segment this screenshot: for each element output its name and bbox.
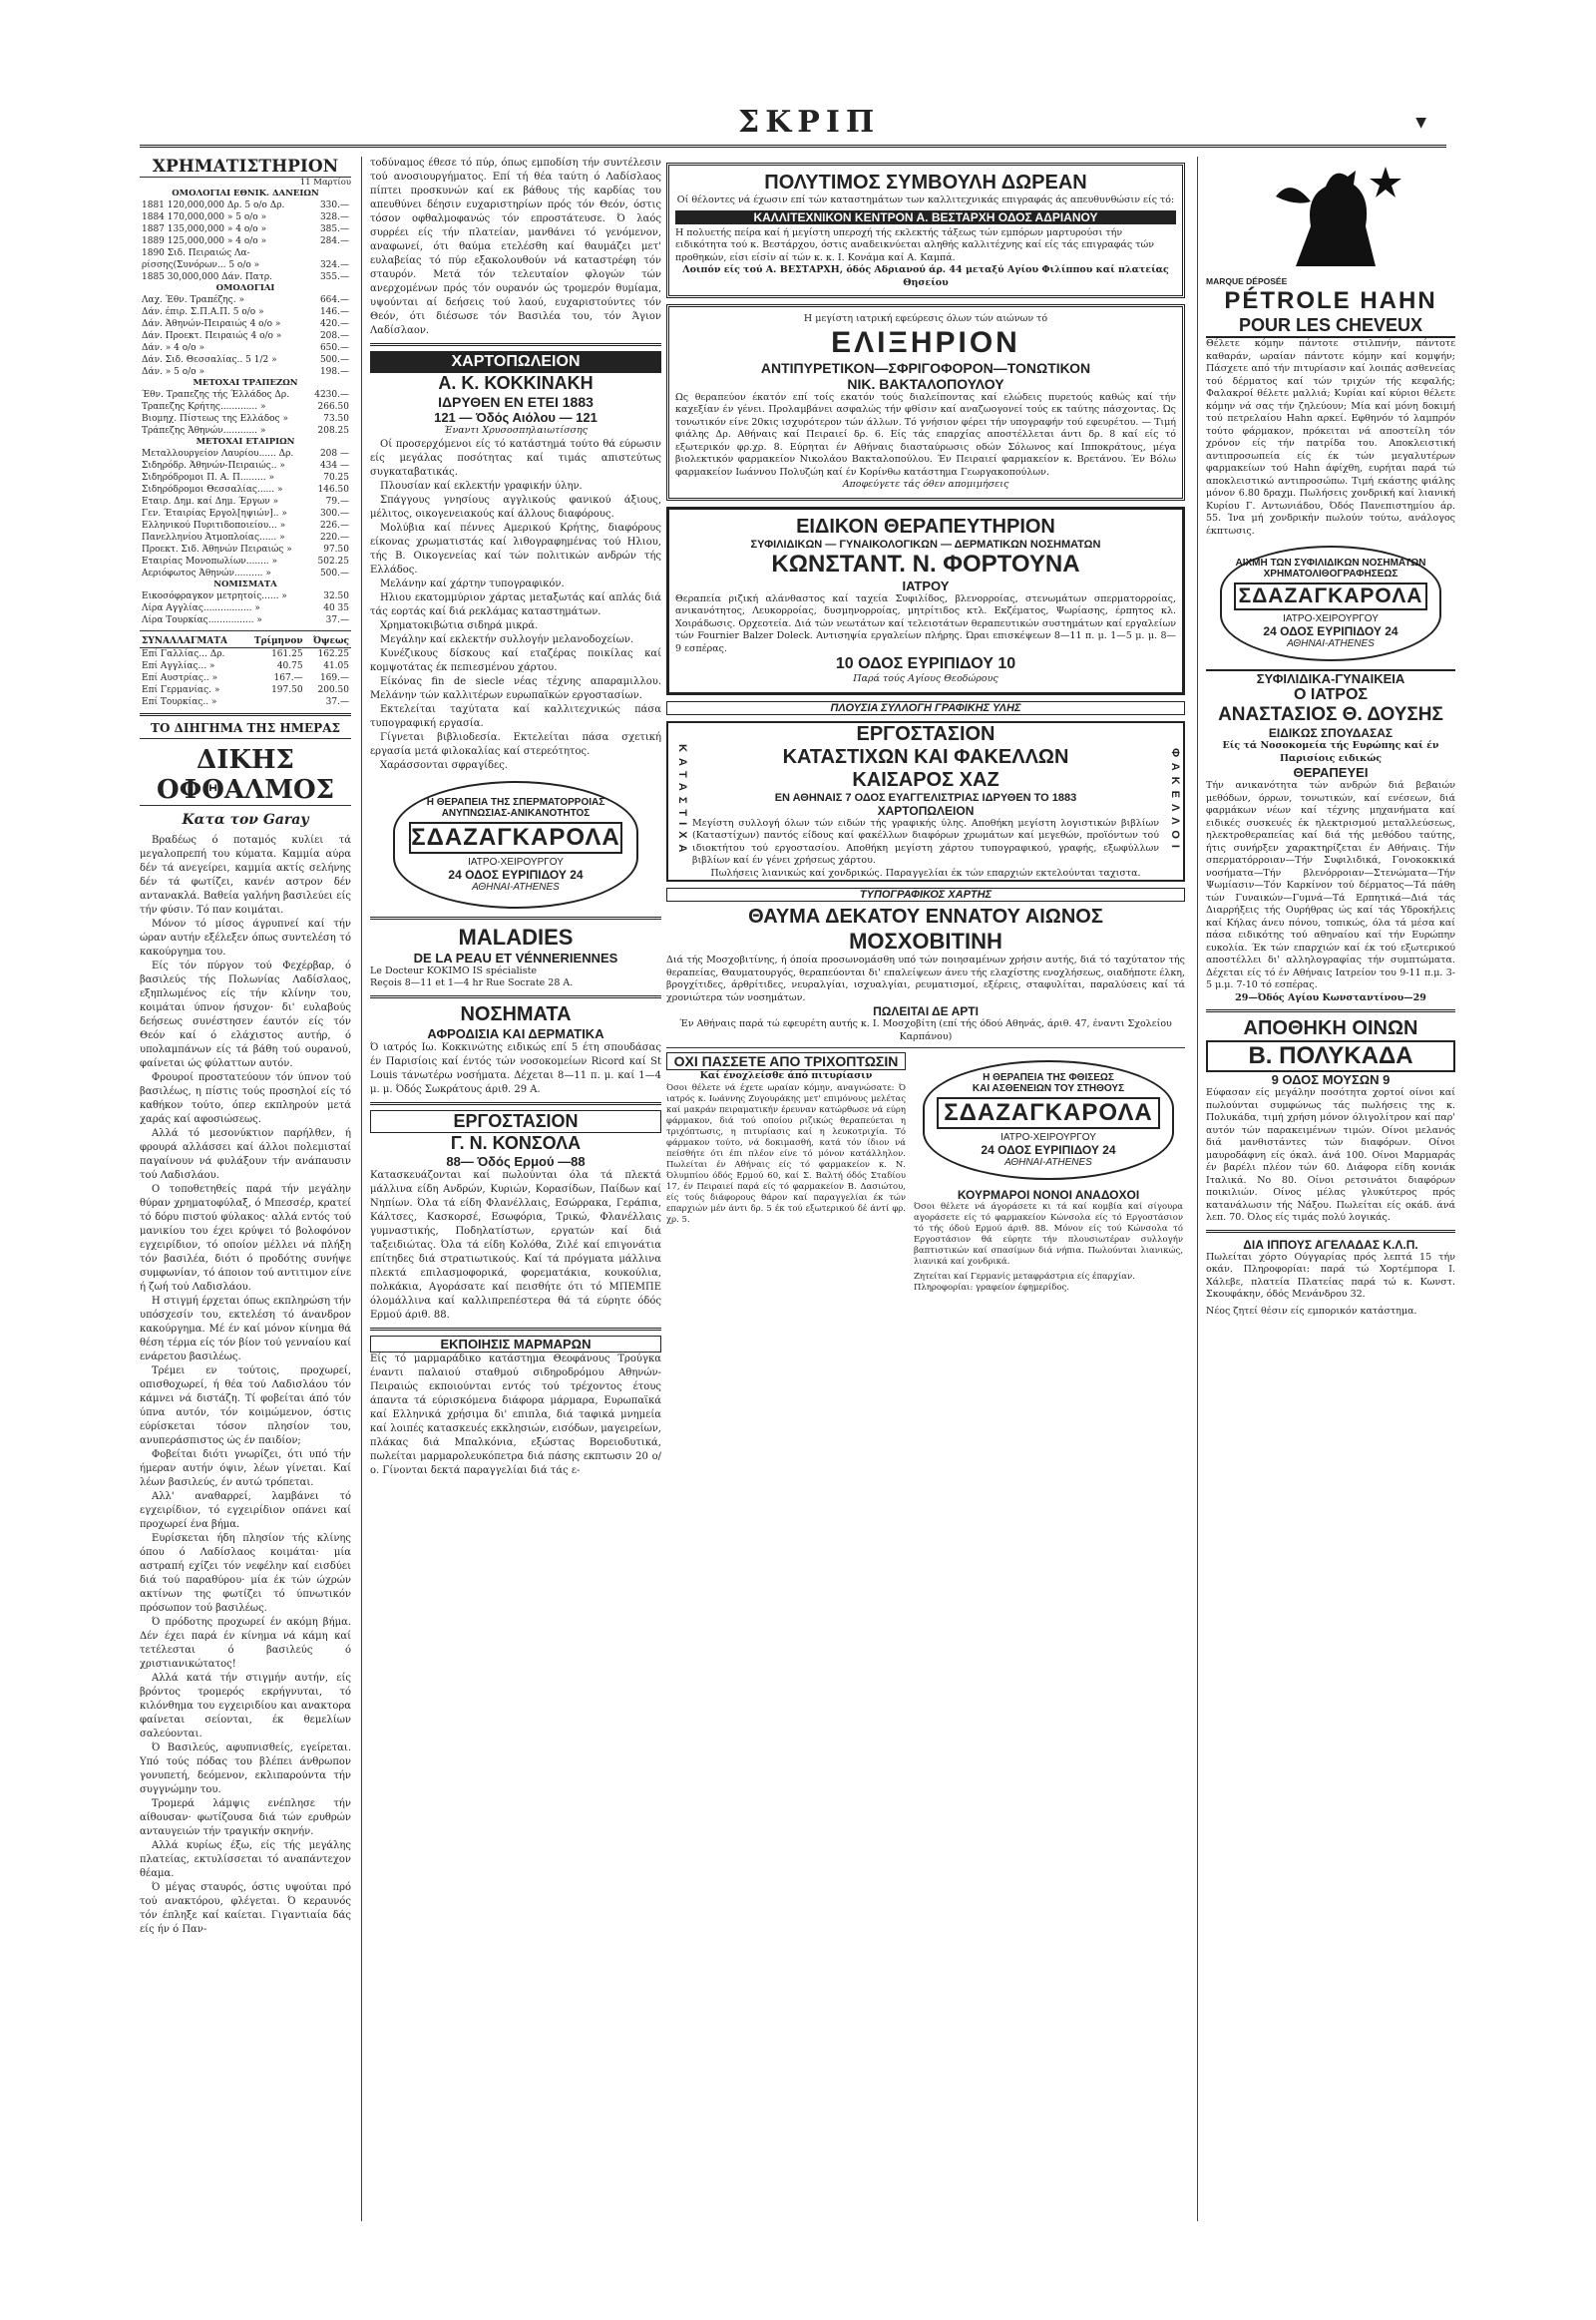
kourmaroi-title: ΚΟΥΡΜΑΡΟΙ ΝΟΝΟΙ ΑΝΑΔΟΧΟΙ — [957, 1188, 1140, 1202]
bond-row-cell: 664.— — [319, 295, 349, 305]
lower-ads-row — [666, 1052, 1185, 1294]
currency-row-cell: 40 35 — [323, 603, 349, 613]
loan-row — [140, 223, 351, 235]
nosimata-title: ΝΟΣΗΜΑΤΑ — [460, 1002, 572, 1025]
dousis-role: Ο ΙΑΤΡΟΣ — [1293, 686, 1369, 703]
moschovitini-title: ΘΑΥΜΑ ΔΕΚΑΤΟΥ ΕΝΝΑΤΟΥ ΑΙΩΝΟΣ — [748, 906, 1103, 928]
bond-row-cell: Δάν. » 5 ο/ο » — [142, 367, 204, 377]
trichoptosis-ad — [666, 1052, 906, 1294]
company-row-cell: Αεριόφωτος Άθηνών.......... » — [142, 569, 271, 579]
story-paragraph: Φρουροί προστατεύουν τόν ύπνον τού βασιλέως, η πίστις τούς προσηλοί είς τό καθήκον τούτο, όπερ εκπληρούν μετά χαράς καί αφοσιώσεως. — [140, 1072, 351, 1125]
bonds-title: ΟΜΟΛΟΓΙΑΙ — [215, 283, 275, 293]
company-row-cell: Σιδηρόδρομοι Π. Α. Π......... » — [142, 473, 274, 483]
loan-row-cell: ρίσσης(Συνόρων... 5 ο/ο » — [142, 260, 260, 270]
stamp-sub: ΙΑΤΡΟ-ΧΕΙΡΟΥΡΓΟΥ — [468, 856, 564, 868]
elixirion-footer: Αποφεύγετε τάς όθεν απομιμήσεις — [842, 479, 1009, 490]
currency-row-cell: Λίρα Αγγλίας................. » — [142, 603, 260, 613]
wine-text: Εύφασαν είς μεγάλην ποσότητα χορτοί οίνοι καί πωλούνται συμφώνως τάς πωλήσεις της κ. Πολυκάδα, τιμή χρήση μόνον όλιγολίτρον καί παρ' αυτόν τών παρακειμένων τιμών. Οίνοι μελανός διά μανθιστάντες τών διαφόρων. Οίνοι μαυροδάφνη είς όκαλ. άνά 100. Οίνοι Μαρμαράς έν βαρέλι πλέον τών 60. Διάφορα είδη κονιάκ Ιταλικά. Νο 80. Οίνοι ρετσινάτοι διαφόρων ποικιλιών. Οίνος μέλας γλυκύτερος πρός κατανάλωσιν τής Νάξου. Πωλείται είς οκάδ. άνά λεπ. 70. Όλος είς τιμάς πολύ λογικάς. — [1206, 1087, 1455, 1223]
bank-row-cell: 4230.— — [314, 390, 349, 400]
trichoptosis-text: Όσοι θέλετε νά έχετε ωραίαν κόμην, αναγνώσατε: Ό ιατρός κ. Ιωάννης Ζυγουράκης μετ' επιμόνους μελέτας καί μακράν πειραματικήν έρευναν κατώρθωσε νά εύρη φάρμακον, διά τού οποίου ριζικώς θεραπεύεται η τριχόπτωσις, η πιτυρίασις καί η λευκοτριχία. Τό φάρμακον τούτο, νά δοκιμασθή, κατά τόν ίδιον νά πείσθήτε ότι έπι πλέον είνε τό μόνον κατάλληλον. Πωλείται έν Αθήναις είς τό φαρμακείον κ. Ν. Όλυμπίου όδός Ερμού 60, καί Σ. Βαλτή όδός Σταδίου 17, έν Πειραιεί παρά είς τό φαρμακείον Β. Δασιώτου, είς τούς διάφορους θάρον καί παραγγελίαι έκ τών επαρχιών μέν άντι δρ. 5 έκ τού εξωτερικού δέ άντί φρ. χρ. 5. — [666, 1082, 906, 1225]
bond-row — [140, 366, 351, 378]
company-row-cell: Εταιρίας Μονοπωλίων........ » — [142, 557, 278, 567]
loan-row — [140, 211, 351, 223]
masthead — [140, 105, 1446, 148]
stationery-ad-items — [370, 438, 661, 773]
stationery-ad-item: Γίγνεται βιβλιοδεσία. Εκτελείται πάσα σχετική εργασία μετά φιλοκαλίας καί στερεότητος. — [370, 731, 661, 757]
sdazagkarola-stamp-3 — [1220, 546, 1441, 661]
currency-title: ΝΟΜΙΣΜΑΤΑ — [213, 580, 277, 589]
story-paragraph: Βραδέως ό ποταμός κυλίει τά μεγαλοπρεπή του κύματα. Καμμία αύρα δέν τά ανεγείρει, καμμία ακτίς σελήνης δέν τά φωτίζει, κανέν αστρον δέν αντανακλά. Βαθεία γαλήνη βασιλεύει είς τήν φύσιν. Τό παν κοιμάται. — [140, 835, 351, 916]
kourmaroi-text: Όσοι θέλετε νά άγοράσετε κι τά καί κομβία καί σίγουρα αγοράσετε είς τό φαρμακείον Κώνσολα είς τό Εργοστάσιον τό τής όδού Ερμού άριθ. 88. Μόνον είς τού Κώνσολα τό Εργοστάσιον θά εύρητε τήν πλουσιωτέραν συλλογήν βαπτιστικών καί σπασίμων διά νήπια. Πωλούνται λιανικώς, λιανικά καί χονδρικά. — [914, 1202, 1183, 1267]
bond-row-cell: 420.— — [319, 319, 349, 329]
maladies-doctor: Le Docteur KOKIMO IS spécialiste — [370, 965, 538, 976]
bond-row-cell: 146.— — [319, 307, 349, 317]
column-2 — [361, 157, 661, 2221]
vestarchis-ad-line: Οί θέλοντες νά έχωσιν επί τών καταστημάτων των καλλιτεχνικάς επιγραφάς άς απευθυνθώσιν είς τό: — [676, 194, 1175, 205]
newspaper-page — [140, 105, 1455, 2229]
right-lower-ads — [914, 1052, 1183, 1294]
loan-row-cell: 328.— — [319, 212, 349, 222]
rooster-icon — [1256, 157, 1405, 276]
exchange-row-cell: 40.75 — [276, 661, 303, 671]
loan-row-cell: 355.— — [319, 272, 349, 282]
bond-row — [140, 342, 351, 354]
agelades-footer: Νέος ζητεί θέσιν είς εμπορικόν κατάστημα. — [1206, 1305, 1417, 1317]
stationery-ad-address: 121 — Όδός Αιόλου — 121 — [434, 410, 598, 425]
stationery-ad-subline: Έναντι Χρυσοσπηλαιωτίσσης — [443, 425, 589, 436]
elixirion-text: Ως θεραπεύον έκατόν επί τοίς εκατόν τούς διαλείποντας καί ελώδεις πυρετούς καθώς καί τήν καχεξίαν έν γένει. Προλαμβάνει ασφαλώς τήν φθίσιν καί αναζωογονεί τούς εκ ταύτης πάσχοντας. Ώς τονωτικόν είνε 20κις ισχυρότερον τών άλλων. Τό γνήσιον φέρει τήν υπογραφήν τού εφευρέτου. — Τιμή φιάλης Δρ. Αθήναις καί Πειραιεί δρ. 6. Είς τάς επαρχίας αποστέλλεται άντι δρ. 8 καί είς τό εξωτερικόν φρ.χρ. 8. Εύρηται έν Αθήναις διασταύρωσις οδών Σόλωνος καί Ιπποκράτους, μέγα βιολεκτικόν φαρμακείον Νικολάου Βακταλοπούλου. Έν Πειραιεί φαρμακείον κ. Βρετάνου. Έν Βόλω φαρμακείον Ιωάννου Πολυζώη καί έν Κορίνθω κατάστημα Γεωργακοπούλων. — [675, 391, 1176, 478]
loan-row — [140, 259, 351, 271]
hahn-text: Θέλετε κόμην πάντοτε στιλπνήν, πάντοτε καθαράν, ωραίαν πάντοτε κόμην καί κομψήν; Πάσχετε από τήν πιτυρίασιν καί λοιπάς ασθενείας τού δέρματος καί τών τριχών τής κεφαλής; Φαλακροί θέλετε μαλλιά; Κυρίαι καί κύριοι θέλετε κόμην νά σας τήν ζηλεύουν; Μία καί μόνη δοκιμή τού πετρελαίου Hahn αρκεί. Εφθηνόν τό λαμπρόν τούτο φάρμακον, πρόκειται νά αποστείλη τόν χρόνον είς τήν πατρίδα του. Αποκλειστική αντιπροσωπεία είς έκ τών μεγαλυτέρων φαρμακείων τού Hahn άφίχθη, ευρήται παρά τώ αποκλειστικώ αντιπροσώπω. Τιμή εκάστης φιάλης μόνον 6.80 δραχμ. Πωλήσεις χονδρική καί λιανική Κυρίου Γ. Αντωνιάδου, Όδός Πανεπιστημίου άρ. 55. Ίνα μή χονδρικήν πωλούν τούτω, ανάλογος έκπτωσις. — [1206, 338, 1455, 537]
dousis-sub-2: Είς τά Νοσοκομεία τής Ευρώπης καί έν Παρισίοις ειδικώς — [1222, 740, 1439, 764]
hahn-mark: MARQUE DÉPOSÉE — [1206, 276, 1288, 286]
fortouna-near: Παρά τούς Αγίους Θεοδώρους — [853, 673, 998, 684]
haz-footer: Πωλήσεις λιανικώς καί χονδρικώς. Παραγγελίαι έκ τών επαρχιών εκτελούνται ταχιστα. — [710, 867, 1141, 879]
exchange-row-cell: 162.25 — [317, 649, 349, 659]
exchange-row-cell: 161.25 — [271, 649, 303, 659]
stamp-top-text: ΧΡΗΜΑΤΟΛΙΘΟΓΡΑΦΗΣΕΩΣ — [1263, 569, 1398, 580]
story-paragraph: Τρομερά λάμψις ενέπλησε τήν αίθουσαν· φωτίζουσα διά τών ερυθρών ανταυγειών τήν τραγικήν σκηνήν. — [140, 1798, 351, 1837]
hahn-name: PÉTROLE HAHN — [1224, 287, 1437, 314]
elixirion-subtitle: ΑΝΤΙΠΥΡΕΤΙΚΟΝ—ΣΦΡΙΓΟΦΟΡΟΝ—ΤΟΝΩΤΙΚΟΝ — [760, 359, 1091, 376]
stationery-ad-item: Χρηματοκιβώτια σιδηρά μικρά. — [380, 619, 539, 631]
vestarchis-ad-title: ΠΟΛΥΤΙΜΟΣ ΣΥΜΒΟΥΛΗ ΔΩΡΕΑΝ — [764, 172, 1087, 193]
bond-row-cell: Δάν. Άθηνών-Πειραιώς 4 ο/ο » — [142, 319, 281, 329]
stamp-address: 24 ΟΔΟΣ ΕΥΡΙΠΙΔΟΥ 24 — [448, 867, 584, 882]
bond-row-cell: 650.— — [319, 343, 349, 353]
dousis-name: ΑΝΑΣΤΑΣΙΟΣ Θ. ΔΟΥΣΗΣ — [1218, 704, 1443, 725]
maladies-hours: Reçois 8—11 et 1—4 hr Rue Socrate 28 A. — [370, 977, 574, 988]
kourmaroi-footer: Ζητείται καί Γερμανίς μεταφράστρια είς έπαρχίαν. Πληροφορίαι: γραφείον έφημερίδος. — [914, 1272, 1135, 1293]
story-paragraph: Ο τοποθετηθείς παρά τήν μεγάλην θύραν χρηματοφύλαξ, ό Μπεσσέρ, κρατεί τό δόρυ πιστού φύλακος· αλλά εντός τού μανικίου του έχει κρύψει τό βολοφόνον εγχειρίδιον, τό οποίον μέλλει νά πλήξη τόν βασιλέα, διότι ό προδότης συνήψε συμφωνίαν, τό άποιον τού αντιτιμον είνε ή ζωή τού Λαδισλάου. — [140, 1184, 351, 1293]
exchange-row-cell: 197.50 — [271, 685, 303, 695]
company-row — [140, 496, 351, 508]
exchange-date: 11 Μαρτίου — [299, 178, 351, 188]
company-row-cell: 502.25 — [317, 557, 349, 567]
loan-row-cell: 1884 170,000,000 » 5 ο/ο » — [142, 212, 267, 222]
moschovitini-text: Διά τής Μοσχοβιτίνης, ή όποία προσωνομάσθη υπό τών ποιησαμένων χρήσιν αυτής, διά τό ταχύτατον τής θεραπείας, Θαυματουργός, θεραπεύονται δι' επαλείψεων άνευ τής ελαχίστης ενοχλήσεως, οιαδήποτε έλκη, βρογχίτιδες, άρθρίτιδες, νευραλγίαι, ισχυαλγίαι, ρευματισμοί, εξέρεις, σταφυλίται, παραλύσεις καί τά χρονιώτερα τών νοσημάτων. — [666, 955, 1185, 1003]
story-continuation: τοδύναμος έθεσε τό πύρ, όπως εμποδίση τήν συντέλεσιν τού ανοσιουργήματος. Επί τή θέα ταύτη ό Λαδίσλαος πίπτει προσκυνών καί εκ βάθους τής καρδίας του απευθύνει δέησιν ευχαριστηρίων πρός τόν Θεόν, όστις τόσον οφθαλμοφανώς τόν επροστάτευσε. Ό λαός συρρέει είς τήν πλατείαν, μανθάνει τό γενόμενον, αναφωνεί, ότι θαύμα ετελέσθη καί θαυμάζει μετ' ευλαβείας τό πύρ εξακολουθούν νά καταστρέφη τόν σταυρόν. Μετά τόν τελευταίον φλογών τών ανερχομένων πρός τόν ουρανόν ώς τρομερόν θυμίαμα, υψούνται αί δεήσεις τού λαού, ευχαριστούντες τόν Θεόν, ότι διέσωσε τόν Βασιλέα του, τόν Άγιον Λαδίσλαον. — [370, 158, 661, 336]
company-row — [140, 544, 351, 556]
stamp-address: 24 ΟΔΟΣ ΕΥΡΙΠΙΔΟΥ 24 — [981, 1143, 1116, 1157]
company-row — [140, 508, 351, 520]
haz-address: ΕΝ ΑΘΗΝΑΙΣ 7 ΟΔΟΣ ΕΥΑΓΓΕΛΙΣΤΡΙΑΣ ΙΔΡΥΘΕΝ ΤΟ 1883 — [774, 791, 1077, 804]
story-paragraph: Αλλ' αναθαρρεί, λαμβάνει τό εγχειρίδιον, τό εγχειρίδιον οπάνει καί προχωρεί ένα βήμα. — [140, 1491, 351, 1530]
exchange-row-cell: Επί Τουρκίας.. » — [142, 697, 217, 707]
elixirion-ad — [666, 304, 1185, 501]
factory-title: ΕΡΓΟΣΤΑΣΙΟΝ — [370, 1110, 661, 1133]
currency-row-cell: 37.— — [325, 615, 349, 625]
stationery-ad-founded: ΙΔΡΥΘΕΝ ΕΝ ΕΤΕΙ 1883 — [438, 394, 594, 410]
haz-subtitle: ΚΑΤΑΣΤΙΧΩΝ ΚΑΙ ΦΑΚΕΛΛΩΝ — [782, 745, 1069, 768]
story-paragraph: Ευρίσκεται ήδη πλησίον τής κλίνης όπου ό Λαδίσλαος κοιμάται· μία αστραπή εχίζει τόν νεφέλην καί εισδύει διά τού παραθύρου· μία έκ τών ώχρών ακτίνων της φωτίζει τό ύπνωτικόν πρόσωπον τού βασιλέως. — [140, 1533, 351, 1614]
dousis-sub-3: ΘΕΡΑΠΕΥΕΙ — [1293, 765, 1369, 780]
nosimata-text: Ό ιατρός Ιω. Κοκκινώτης ειδικώς επί 5 έτη σπουδάσας έν Παρισίοις καί έντός τών νοσοκομείων Ricord καί St Louis τάνωτέρω νοσήματα. Δέχεται 8—11 π. μ. καί 1—4 μ. μ. Όδός Σωκράτους άριθ. 29 Α. — [370, 1041, 661, 1095]
company-row — [140, 484, 351, 496]
moschovitini-where: Έν Αθήναις παρά τώ εφευρέτη αυτής κ. Ι. Μοσχοβίτη (επί τής όδού Αθηνάς, άριθ. 47, έναντι Σχολείου Καρπάνου) — [679, 1018, 1172, 1042]
loans-table — [140, 199, 351, 283]
exchange-row-cell: Επί Αγγλίας... » — [142, 661, 215, 671]
exchange-row-cell — [243, 696, 304, 708]
bond-row — [140, 354, 351, 366]
story-paragraph: Ό πρόδοτης προχωρεί έν ακόμη βήμα. Δέν έχει παρά έν κίνημα νά κάμη καί τετέλεσται ό βασιλεύς ό χριστιανικώτατος! — [140, 1617, 351, 1670]
maladies-subtitle: DE LA PEAU ET VÉNNERIENNES — [413, 950, 618, 966]
story-paragraph: Μόνον τό μίσος άγρυπνεί καί τήν ώραν αυτήν εξέλεξεν όπως συντελέση τό κακούργημα του. — [140, 919, 351, 958]
currency-row — [140, 590, 351, 602]
bank-row-cell: Έθν. Τραπεζης τής Έλλάδος Δρ. — [142, 390, 290, 400]
loan-row-cell: 1889 125,000,000 » 4 ο/ο » — [142, 236, 267, 246]
stationery-ad-item: Πλουσίαν καί εκλεκτήν γραφικήν ύλην. — [380, 480, 583, 492]
bond-row-cell: 198.— — [319, 367, 349, 377]
bank-row-cell: 208.25 — [317, 426, 349, 436]
bank-row — [140, 389, 351, 401]
company-row — [140, 448, 351, 460]
stationery-ad-item: Σπάγγους γνησίους αγγλικούς φανικού άξιους, μέλιτος, οικογενειακούς καί άλλους διαφόρους. — [370, 494, 661, 520]
loan-row-cell: 385.— — [319, 224, 349, 234]
fortouna-role: ΙΑΤΡΟΥ — [902, 578, 950, 593]
loan-row-cell: 1890 Σιδ. Πειραιώς Λα- — [142, 248, 250, 258]
exchange-row-cell: 41.05 — [323, 661, 349, 671]
currency-row-cell: Εικοσόφραγκον μετρητοίς...... » — [142, 591, 287, 601]
exchange-row-cell: 37.— — [325, 697, 349, 707]
bond-row — [140, 318, 351, 330]
bond-row — [140, 306, 351, 318]
elixirion-top: Η μεγίστη ιατρική εφεύρεσις όλων τών αιώνων τό — [803, 313, 1048, 324]
banks-title: ΜΕΤΟΧΑΙ ΤΡΑΠΕΖΩΝ — [193, 378, 298, 388]
factory-address: 88— Όδός Ερμού —88 — [446, 1153, 586, 1169]
stamp-city: ΑΘΗΝΑΙ-ATHENES — [472, 881, 560, 893]
exchange-rates-table — [140, 635, 351, 708]
bank-row-cell: 266.50 — [317, 402, 349, 412]
company-row — [140, 460, 351, 472]
elixirion-name: ΝΙΚ. ΒΑΚΤΑΛΟΠΟΥΛΟΥ — [847, 375, 1004, 392]
bank-row-cell: Βιομηχ. Πίστεως της Ελλάδος » — [142, 414, 288, 424]
company-row-cell: 220.— — [319, 533, 349, 543]
maladies-title: MALADIES — [458, 924, 574, 950]
company-row-cell: Πανελληνίου Άτμοπλοίας...... » — [142, 533, 285, 543]
story-body — [140, 834, 351, 1937]
exchange-row-cell: Επί Αυστρίας.. » — [142, 673, 217, 683]
wine-name: Β. ΠΟΛΥΚΑΔΑ — [1206, 1040, 1455, 1072]
stamp-address: 24 ΟΔΟΣ ΕΥΡΙΠΙΔΟΥ 24 — [1263, 624, 1398, 638]
bonds-table — [140, 294, 351, 378]
stamp-city: ΑΘΗΝΑΙ-ATHENES — [1004, 1157, 1092, 1168]
story-paragraph: Φοβείται διότι γνωρίζει, ότι υπό τήν ήμεραν αυτήν όψιν, λέων γίνεται. Καί λέων βασιλεύς, έν αυτώ τρόπεται. — [140, 1449, 351, 1488]
marble-text: Είς τό μαρμαράδικο κατάστημα Θεοφάνους Τρούγκα έναντι παλαιού σταθμού σιδηροδρόμου Αθηνών-Πειραιώς εκποιούνται εντός τού τρέχοντος έτους άπαντα τά εύρισκόμενα διάφορα μάρμαρα, Ευρωπαϊκά καί Ελληνικά χρήσιμα δι' επιπλα, διά ταφικά μνημεία καί λοιπές κατασκευές εκκλησιών, εισόδων, μαγειρείων, πλάκας διά Μπαλκόνια, εξώστας Βορειοδυτικά, πωλείται μαρμαρολευκόπετρα διά πάσης εκπτωσιν 20 ο/ο. Γίνονται δεκτά παραγγελίαι διά τάς ε- — [370, 1353, 661, 1476]
haz-subtitle-2: ΧΑΡΤΟΠΩΛΕΙΟΝ — [877, 803, 975, 818]
currency-row — [140, 602, 351, 614]
stamp-arc-text: ΑΙΧΜΗ ΤΩΝ ΣΥΦΙΛΙΔΙΚΩΝ ΝΟΣΗΜΑΤΩΝ — [1235, 558, 1426, 569]
column-4 — [1197, 157, 1455, 2221]
fortouna-name: ΚΩΝΣΤΑΝΤ. Ν. ΦΟΡΤΟΥΝΑ — [771, 550, 1080, 578]
company-row — [140, 520, 351, 532]
loan-row — [140, 271, 351, 283]
column-3 — [666, 157, 1185, 2221]
loan-row-cell: 330.— — [319, 200, 349, 210]
company-row-cell: Προεκτ. Σιδ. Άθηνών Πειραιώς » — [142, 545, 292, 555]
band-typographic: ΤΥΠΟΓΡΑΦΙΚΟΣ ΧΑΡΤΗΣ — [666, 888, 1185, 902]
exchange-row-cell: Επί Γαλλίας... Δρ. — [142, 649, 225, 659]
haz-name: ΚΑΙΣΑΡΟΣ ΧΑΖ — [852, 768, 999, 791]
vestarchis-ad-text: Η πολυετής πείρα καί ή μεγίστη υπεροχή τής εκλεκτής τάξεως τών εμπόρων μαρτυρούσι τήν ειδικότητα τού κ. Βεστάρχου, όστις αναδεικνύεται αληθής καλλιτέχνης καί είς τάς επιγραφάς τών προθηκών, είσι είσίν αί τών κ. κ. Ι. Κονάμα καί Α. Καμπά. — [675, 226, 1154, 263]
dousis-text: Τήν ανικανότητα τών ανδρών διά βεβαιών μεθόδων, όρρων, τονωτικών, καί ενέσεων, διά φαρμάκων νέων καί τέχνης μηχανήματα καί ειδικές συσκευές έκ ηλεκτρισμού μεταλλεύσεως, ηλεκτροθεραπείας καί διά τής μεθόδου ταύτης, ήτις συνήρξεν χαρακτηρίζεται έν Αθήναις. Τήν σπερματόρροιαν—Τήν Συφιλιδικά, Γονοκοκκικά νοσήματα—Τήν βλενόρροιαν—Στενώματα—Τήν Ψωμίασιν—Τόν Καρκίνον τού δέρματος—Τά πάθη τών Γυναικών—Γυμνά—Τά Ερπητικά—Διά τάς Διαρρήξεις τής Ουρήθρας ώς καί τάς Υδροκήλεις καί Κήλας άνευ πόνου, τοπικώς, όλα τά μέσα καί πάσα ειδικότης τού αθηναίου καί τήν Ευρώπην ευκολία. Έκ τών επαρχιών καί έκ τού εξωτερικού αποστέλλει δι' αλληλογραφίας τήν συμπτώματα. Δέχεται είς τό έν Αθήναις Ιατρείον του 9-11 π.μ. 3-5 μ.μ. 7-10 τό εσπέρας. — [1206, 780, 1455, 990]
stationery-ad-item: Κυνέζικους δίσκους καί εταζέρας ποικίλας καί κομψοτάτας έκ πεπιεσμένου χάρτου. — [370, 647, 661, 673]
trichoptosis-subtitle: Καί ένοχλείσθε άπό πιτυρίασιν — [699, 1070, 873, 1081]
bank-row-cell: Τραπεζης Κρήτης............. » — [142, 402, 266, 412]
company-row-cell: 226.— — [319, 521, 349, 531]
company-row-cell: 500.— — [319, 569, 349, 579]
haz-title: ΕΡΓΟΣΤΑΣΙΟΝ — [856, 722, 996, 745]
bond-row-cell: Δάν. Προεκτ. Πειραιώς 4 ο/ο » — [142, 331, 282, 341]
stamp-sub: ΙΑΤΡΟ-ΧΕΙΡΟΥΡΓΟΥ — [1000, 1132, 1096, 1143]
company-row-cell: 97.50 — [323, 545, 349, 555]
loan-row-cell: 1881 120,000,000 Δρ. 5 ο/ο Δρ. — [142, 200, 285, 210]
stamp-name: ΣΔΑΖΑΓΚΑΡΟΛΑ — [937, 1097, 1160, 1129]
exchange-header-cell: ΣΥΝΑΛΛΑΓΜΑΤΑ — [140, 635, 243, 648]
stamp-name: ΣΔΑΖΑΓΚΑΡΟΛΑ — [1234, 582, 1427, 610]
company-row-cell: 79.— — [325, 497, 349, 507]
stamp-name: ΣΔΑΖΑΓΚΑΡΟΛΑ — [409, 822, 622, 854]
stationery-ad-item: Οί προσερχόμενοι είς τό κατάστημά τούτο θά εύρωσιν είς μεγάλας ποσότητας καί τιμάς απιστεύτως συγκαταβατικάς. — [370, 438, 661, 478]
loans-title: ΟΜΟΛΟΓΙΑΙ ΕΘΝΙΚ. ΔΑΝΕΙΩΝ — [172, 189, 319, 198]
exchange-row-cell: 200.50 — [317, 685, 349, 695]
sdazagkarola-stamp-1 — [393, 781, 638, 909]
bond-row — [140, 330, 351, 342]
story-title: ΔΙΚΗΣ ΟΦΘΑΛΜΟΣ — [140, 745, 351, 806]
currency-row — [140, 614, 351, 626]
exchange-row-cell: Επί Γερμανίας. » — [142, 685, 220, 695]
band-stationery: ΠΛΟΥΣΙΑ ΣΥΛΛΟΓΗ ΓΡΑΦΙΚΗΣ ΥΛΗΣ — [666, 701, 1185, 715]
stamp-arc-text: Η ΘΕΡΑΠΕΙΑ ΤΗΣ ΣΠΕΡΜΑΤΟΡΡΟΙΑΣ — [426, 796, 605, 808]
company-row — [140, 532, 351, 544]
stamp-top-text: ΚΑΙ ΑΣΘΕΝΕΙΩΝ ΤΟΥ ΣΤΗΘΟΥΣ — [972, 1083, 1125, 1094]
story-paragraph: Τρέμει εν τούτοις, προχωρεί, οπισθοχωρεί, ή θέα τού Λαδισλάου τόν κάμνει νά διστάζη. Τί φοβείται άπό τόν ύπνα αυτόν, τόν κοιμώμενον, όστις εύρίσκεται τόσον πλησίον του, ανυπεράσπιστος ώς έν παιδίον; — [140, 1365, 351, 1446]
company-row-cell: 146.50 — [317, 485, 349, 495]
column-1 — [140, 157, 351, 2221]
newspaper-title: ΣΚΡΙΠ — [738, 105, 881, 140]
agelades-text: Πωλείται χόρτο Ούγγαρίας πρός λεπτά 15 τήν οκάν. Πληροφορίαι: παρά τώ Χορτέμπορα Ι. Χάλεβε, πλατεία Πλατείας παρά τώ κ. Κωνστ. Σκουφάκην, όδός Μενάνδρου 32. — [1206, 1251, 1455, 1300]
vestarchis-ad-name: ΚΑΛΛΙΤΕΧΝΙΚΟΝ ΚΕΝΤΡΟΝ Α. ΒΕΣΤΑΡΧΗ ΟΔΟΣ ΑΔΡΙΑΝΟΥ — [675, 210, 1176, 224]
fortouna-text: Θεραπεία ριζική αλάνθαστος καί ταχεία Συφιλίδος, βλενορροίας, στενωμάτων σπερματορροίας, ανικανότητος, Λευκορροίας, δυσμηνορροίας, μητρίτιδος κτλ. Εκζέματος, Ψωρίασης, έρπητος κλ. Χοιράδωσις. Ορχεοτεία. Διά τών νεωτάτων καί τελειοτάτων θεραπευτικών συστημάτων καί εργαλείων τών Fournier Balzer Doleck. Αντισηψία εργαλείων πλήρης. Ώραι επισκέψεων 8—11 π. μ. 1—5 μ. μ. 8—9 εσπέρας. — [675, 592, 1176, 654]
bond-row-cell: Δάν. » 4 ο/ο » — [142, 343, 204, 353]
marble-title: ΕΚΠΟΙΗΣΙΣ ΜΑΡΜΑΡΩΝ — [370, 1336, 661, 1353]
stationery-ad-item: Μελάνην καί χάρτην τυπογραφικόν. — [380, 578, 565, 589]
company-row-cell: 434 — — [319, 461, 349, 471]
story-paragraph: Η στιγμή έρχεται όπως εκπληρώση τήν υπόσχεσίν του, εκτελέση τό άνανδρον κακούργημα. Μέ έν καί μόνον κίνημα θά θέση τέρμα είς τόν βίον τού γενναίου καί ενάρετου βασιλέως. — [140, 1296, 351, 1362]
currency-row-cell: Λίρα Τουρκίας................ » — [142, 615, 262, 625]
factory-text: Κατασκευάζονται καί πωλούνται όλα τά πλεκτά μάλλινα είδη Ανδρών, Κυριών, Κορασίδων, Παίδων καί Νηπίων. Όλα τά είδη Φλανέλλαις, Εσώρρακα, Γεράπια, Κάλτσες, Κασκορσέ, Εσωφόρια, Τρικώ, Φλανέλλαις γυμναστικής, Ποδηλατίστων, εργατών καί διά ταξειδιώτας. Όλα τά είδη Κολόθα, Ζιλέ καί επιγονάτια επίτηδες διά στρατιωτικούς. Καί τά πρόγματα μάλλινα πλεκτά επιλασμοφορικά, φορεματάκια, κουκούλια, πολκάκια, Αγοράσατε καί πεισθήτε ότι τό ΜΠΕΜΠΕ όλομάλλινα καί καλλιπρεπέστερα θά τά εύρητε όδός Ερμού άριθ. 88. — [370, 1169, 661, 1321]
loan-row — [140, 199, 351, 211]
triangle-marker-icon: ▼ — [1415, 115, 1426, 131]
dousis-sub: ΕΙΔΙΚΩΣ ΣΠΟΥΔΑΣΑΣ — [1268, 726, 1394, 740]
story-paragraph: Ό μέγας σταυρός, όστις υψούται πρό τού ανακτόρου, φλέγεται. Ό κεραυνός τόν έπληξε καί καίεται. Γιγαντιαία δάς είς ήν ό Παν- — [140, 1882, 351, 1935]
currency-row-cell: 32.50 — [323, 591, 349, 601]
exchange-row — [140, 660, 351, 672]
stationery-ad-item: Είκόνας fin de siecle νέας τέχνης απαραμιλλου. Μελάνην τών καλλιτέρων ευρωπαϊκών εργοστασίων. — [370, 675, 661, 701]
factory-name: Γ. Ν. ΚΟΝΣΟΛΑ — [450, 1132, 582, 1153]
story-byline: Κατα τον Garay — [182, 812, 309, 828]
story-paragraph: Είς τόν πύργον τού Φεχέρβαρ, ό βασιλεύς τής Πολωνίας Λαδίσλαος, εξηπλωμένος είς τήν κλίνην του, κοιμάται ύπνον ήσυχον· δι' ευλαβούς δεήσεως συνέστησεν έαυτόν είς τόν Θεόν καί ό ελάχιστος αυτήρ, ό υπολαμπάνων είς τά βάθη τού ουρανού, φαίνεται ώς φύλαττων αυτόν. — [140, 961, 351, 1069]
exchange-row-cell: 169.— — [319, 673, 349, 683]
stationery-ad-title: ΧΑΡΤΟΠΩΛΕΙΟΝ — [370, 351, 661, 373]
wine-title: ΑΠΟΘΗΚΗ ΟΙΝΩΝ — [1243, 1017, 1418, 1039]
exchange-header-cell: Όψεως — [305, 635, 351, 648]
nosimata-subtitle: ΑΦΡΟΔΙΣΙΑ ΚΑΙ ΔΕΡΜΑΤΙΚΑ — [427, 1025, 604, 1041]
moschovitini-sale: ΠΩΛΕΙΤΑΙ ΔΕ ΑΡΤΙ — [873, 1004, 979, 1018]
exchange-row — [140, 672, 351, 684]
agelades-title: ΔΙΑ ΙΠΠΟΥΣ ΑΓΕΛΑΔΑΣ Κ.Λ.Π. — [1243, 1237, 1418, 1252]
company-row — [140, 568, 351, 580]
stamp-arc-text: Η ΘΕΡΑΠΕΙΑ ΤΗΣ ΦΘΙΣΕΩΣ — [983, 1072, 1114, 1083]
fortouna-title: ΕΙΔΙΚΟΝ ΘΕΡΑΠΕΥΤΗΡΙΟΝ — [796, 515, 1055, 538]
side-label-left: ΚΑΤΑΣΤΙΧΑ — [676, 744, 688, 859]
trichoptosis-title: ΟΧΙ ΠΑΣΣΕΤΕ ΑΠΟ ΤΡΙΧΟΠΤΩΣΙΝ — [666, 1052, 906, 1070]
bond-row-cell: Δάν. έπιρ. Σ.Π.Α.Π. 5 ο/ο » — [142, 307, 264, 317]
sdazagkarola-stamp-2 — [923, 1060, 1174, 1180]
loan-row-cell: 324.— — [319, 260, 349, 270]
moschovitini-ad — [666, 906, 1185, 1043]
company-row-cell: Ελληνικού Πυριτιδοποιείου... » — [142, 521, 286, 531]
bank-row — [140, 401, 351, 413]
stationery-ad-item: Ηλιου εκατομμύριον χάρτας μεταξωτάς καί απλάς διά τάς εορτάς καί διά ρεκλάμας καταστημάτων. — [370, 591, 661, 617]
company-row-cell: 70.25 — [323, 473, 349, 483]
loan-row — [140, 247, 351, 259]
exchange-row-cell: 167.— — [273, 673, 303, 683]
hahn-logo — [1206, 157, 1455, 276]
fortouna-address: 10 ΟΔΟΣ ΕΥΡΙΠΙΔΟΥ 10 — [835, 655, 1016, 672]
loan-row — [140, 235, 351, 247]
company-row-cell: Σιδηρόδρ. Άθηνών-Πειραιώς.. » — [142, 461, 285, 471]
wine-address: 9 ΟΔΟΣ ΜΟΥΣΩΝ 9 — [1271, 1072, 1391, 1087]
exchange-row — [140, 696, 351, 708]
dousis-address: 29—Όδός Αγίου Κωνσταντίνου—29 — [1235, 991, 1426, 1003]
loan-row-cell: 1885 30,000,000 Δάν. Πατρ. — [142, 272, 272, 282]
hahn-subtitle: POUR LES CHEVEUX — [1206, 315, 1455, 338]
vestarchis-ad-footer: Λοιπόν είς τού Α. ΒΕΣΤΑΡΧΗ, όδός Αδριανού άρ. 44 μεταξύ Αγίου Φιλίππου καί πλατείας Θησείου — [682, 264, 1169, 288]
exchange-title: ΧΡΗΜΑΤΙΣΤΗΡΙΟΝ — [140, 157, 351, 178]
exchange-row — [140, 684, 351, 696]
company-row — [140, 472, 351, 484]
story-paragraph: Ό Βασιλεύς, αφυπνισθείς, εγείρεται. Υπό τούς πόδας του βλέπει άνθρωπον γονυπετή, δεόμενον, εκλιπαρούντα τήν συγγνώμην του. — [140, 1742, 351, 1795]
stationery-ad-item: Χαράσσονται σφραγίδες. — [380, 759, 508, 771]
bank-row-cell: 73.50 — [323, 414, 349, 424]
bond-row — [140, 294, 351, 306]
company-row-cell: 208 — — [319, 449, 349, 459]
stationery-ad-item: Εκτελείται ταχύτατα καί καλλιτεχνικώς πάσα τυπογραφική εργασία. — [370, 703, 661, 729]
exchange-row — [140, 648, 351, 661]
haz-text: Μεγίστη συλλογή όλων τών ειδών τής γραφικής ύλης. Αποθήκη μεγίστη λογιστικών βιβλίων (Καταστίχων) παντός είδους καί φακέλλων διαφόρων χρωμάτων καί μεγεθών, προϊόντων τού ιδιοκτήτου τού εργοστασίου. Αποθήκη μεγίστη χάρτου τυπογραφικού, γραφής, εξωφύλλων βιβλίων καί έν γένει χρήσεως χάρτου. — [692, 817, 1159, 866]
currency-table — [140, 590, 351, 626]
side-label-right: ΦΑΚΕΛΛΟΙ — [1169, 748, 1181, 855]
moschovitini-name: ΜΟΣΧΟΒΙΤΙΝΗ — [849, 929, 1002, 954]
company-row-cell: Γεν. Έταιρίας Εργολ[ηψιών].. » — [142, 509, 287, 519]
banks-table — [140, 389, 351, 437]
vestarchis-ad — [666, 163, 1185, 298]
haz-ad — [666, 721, 1185, 883]
bond-row-cell: Λαχ. Έθν. Τραπέζης. » — [142, 295, 244, 305]
loan-row-cell: 284.— — [319, 236, 349, 246]
company-row-cell: Σιδηρόδρομοι Θεσσαλίας...... » — [142, 485, 283, 495]
company-row-cell: Μεταλλουργείον Λαυρίου...... Δρ. — [142, 449, 294, 459]
stamp-top-text: ΑΝΥΠΝΩΣΙΑΣ-ΑΝΙΚΑΝΟΤΗΤΟΣ — [441, 807, 591, 819]
story-paragraph: Αλλά κατά τήν στιγμήν αυτήν, είς βρόντος τρομερός εκρήγνυται, τό κιλόνθημα του εγχειριδίου και ανακτορα φαίνεται σείονται, έκ θεμελίων σαλεύονται. — [140, 1673, 351, 1740]
exchange-header-cell: Τρίμηνον — [243, 635, 304, 648]
bank-row — [140, 413, 351, 425]
story-paragraph: Αλλά κυρίως έξω, είς τής μεγάλης πλατείας, εκτυλίσσεται τό αναπάντεχον θέαμα. — [140, 1840, 351, 1879]
elixirion-title: ΕΛΙΞΗΡΙΟΝ — [831, 325, 1020, 359]
stamp-sub: ΙΑΤΡΟ-ΧΕΙΡΟΥΡΓΟΥ — [1283, 613, 1379, 624]
bank-row — [140, 425, 351, 437]
company-row — [140, 556, 351, 568]
bond-row-cell: Δάν. Σιδ. Θεσσαλίας.. 5 1/2 » — [142, 355, 277, 365]
fortouna-ad — [666, 507, 1185, 695]
story-paragraph: Αλλά τό μεσονύκτιον παρήλθεν, ή φρουρά αλλάσσει καί άλλοι πολεμισταί παγαίνουν νά φυλάξουν τήν ανάπαυσιν τού Λαδισλάου. — [140, 1128, 351, 1181]
bond-row-cell: 208.— — [319, 331, 349, 341]
dousis-head: ΣΥΦΙΛΙΔΙΚΑ-ΓΥΝΑΙΚΕΙΑ — [1206, 669, 1455, 686]
companies-title: ΜΕΤΟΧΑΙ ΕΤΑΙΡΙΩΝ — [196, 437, 295, 447]
stationery-ad-name: Α. Κ. ΚΟΚΚΙΝΑΚΗ — [438, 373, 594, 393]
loan-row-cell: 1887 135,000,000 » 4 ο/ο » — [142, 224, 267, 234]
fortouna-subtitle: ΣΥΦΙΛΙΔΙΚΩΝ — ΓΥΝΑΙΚΟΛΟΓΙΚΩΝ — ΔΕΡΜΑΤΙΚΩΝ ΝΟΣΗΜΑΤΩΝ — [750, 538, 1101, 551]
companies-table — [140, 448, 351, 580]
bond-row-cell: 500.— — [319, 355, 349, 365]
company-row-cell: Εταιρ. Δημ. καί Δημ. Έργων » — [142, 497, 279, 507]
stationery-ad-item: Μεγάλην καί εκλεκτήν συλλογήν μελανοδοχείων. — [380, 633, 634, 645]
story-kicker: ΤΟ ΔΙΗΓΗΜΑ ΤΗΣ ΗΜΕΡΑΣ — [140, 721, 351, 739]
loan-row-cell — [312, 247, 351, 259]
stationery-ad-item: Μολύβια καί πέννες Αμερικού Κρήτης, διαφόρους είκονας χρωματιστάς καί λιθογραφημένας τού Ηλιου, τής Β. Οικογενείας καί τών πολιτικών ανδρών τής Ελλάδος. — [370, 522, 661, 576]
stamp-city: ΑΘΗΝΑΙ-ATHENES — [1287, 638, 1375, 649]
company-row-cell: 300.— — [319, 509, 349, 519]
bank-row-cell: Τράπεζης Άθηνών............ » — [142, 426, 266, 436]
